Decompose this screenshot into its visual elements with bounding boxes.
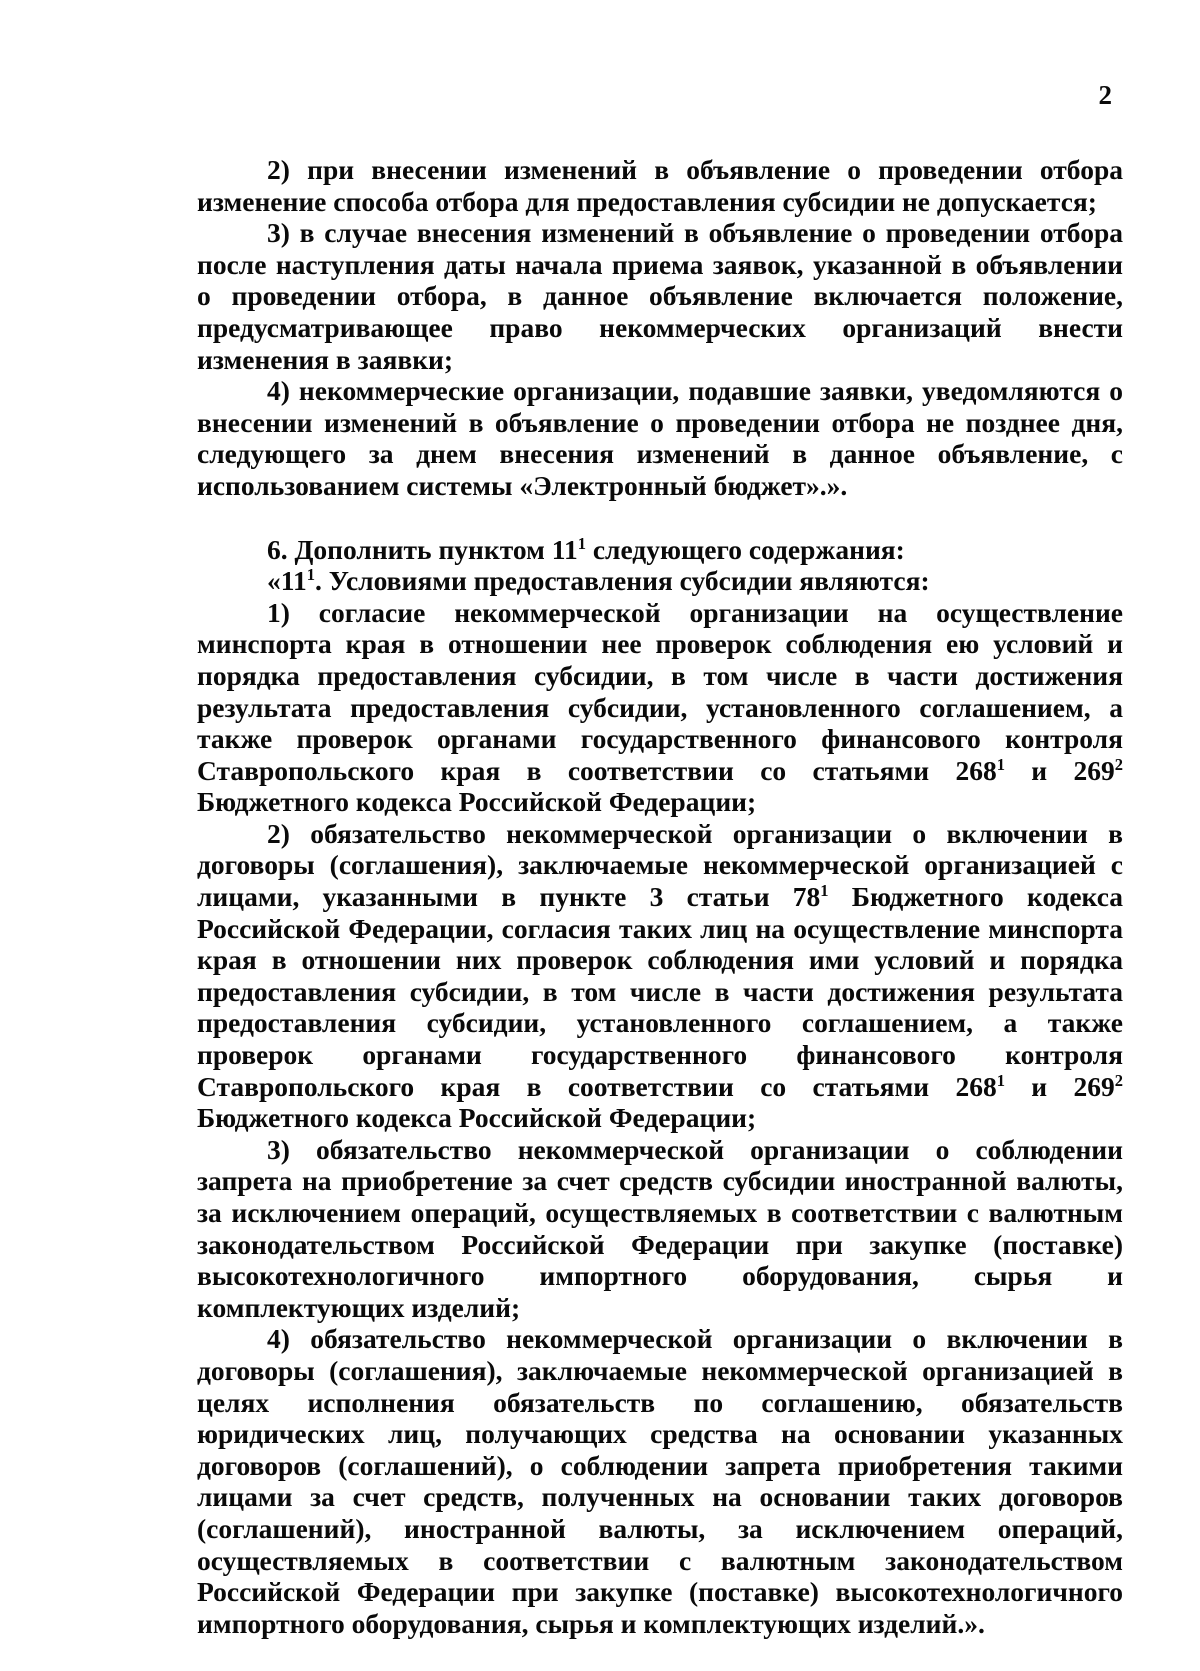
paragraph-item-4: 4) некоммерческие организации, подавшие заявки, уведомляются о внесении изменений в объявление о проведении отбора не позднее дня, следующего за днем внесения изменений в данное объявление, с использованием системы «Электронный бюджет».». bbox=[197, 375, 1123, 501]
paragraph-amendment-6: 6. Дополнить пунктом $11^1$ следующего содержания: bbox=[267, 533, 905, 565]
paragraph-condition-4: 4) обязательство некоммерческой организации о включении в договоры (соглашения), заключаемые некоммерческой организацией в целях исполнения обязательств по соглашению, обязательств юридических лиц, получающих средства на основании указанных договоров (соглашений), о соблюдении запрета приобретения такими лицами за счет средств, полученных на основании таких договоров (соглашений), иностранной валюты, за исключением операций, осуществляемых в соответствии с валютным законодательством Российской Федерации при закупке (поставке) высокотехнологичного импортного оборудования, сырья и комплектующих изделий.». bbox=[197, 1323, 1123, 1639]
paragraph-condition-2: 2) обязательство некоммерческой организации о включении в договоры (соглашения), заключаемые некоммерческой организацией с лицами, указанными в пункте 3 статьи $78^1$ Бюджетного кодекса Российской Федерации, согласия таких лиц на осуществление минспорта края в отношении них проверок соблюдения ими условий и порядка предоставления субсидии, в том числе в части достижения результата предоставления субсидии, установленного соглашением, а также проверок органами государственного финансового контроля Ставропольского края в соответствии со статьями $268^1$ и $269^2$ Бюджетного кодекса Российской Федерации; bbox=[197, 817, 1124, 1134]
paragraph-clause-11-1: «$11^1$. Условиями предоставления субсидии являются: bbox=[267, 564, 930, 597]
paragraph-condition-3: 3) обязательство некоммерческой организации о соблюдении запрета на приобретение за счет средств субсидии иностранной валюты, за исключением операций, осуществляемых в соответствии с валютным законодательством Российской Федерации при закупке (поставке) высокотехнологичного импортного оборудования, сырья и комплектующих изделий; bbox=[197, 1133, 1123, 1323]
page-number: 2 bbox=[1098, 80, 1112, 110]
paragraph-item-2: 2) при внесении изменений в объявление о проведении отбора изменение способа отбора для предоставления субсидии не допускается; bbox=[197, 154, 1123, 217]
document-body bbox=[197, 154, 1123, 1639]
paragraph-condition-1: 1) согласие некоммерческой организации на осуществление минспорта края в отношении нее проверок соблюдения ею условий и порядка предоставления субсидии, в том числе в части достижения результата предоставления субсидии, установленного соглашением, а также проверок органами государственного финансового контроля Ставропольского края в соответствии со статьями $268^1$ и $269^2$ Бюджетного кодекса Российской Федерации; bbox=[197, 596, 1123, 818]
paragraph-item-3: 3) в случае внесения изменений в объявление о проведении отбора после наступления даты начала приема заявок, указанной в объявлении о проведении отбора, в данное объявление включается положение, предусматривающее право некоммерческих организаций внести изменения в заявки; bbox=[197, 217, 1123, 375]
